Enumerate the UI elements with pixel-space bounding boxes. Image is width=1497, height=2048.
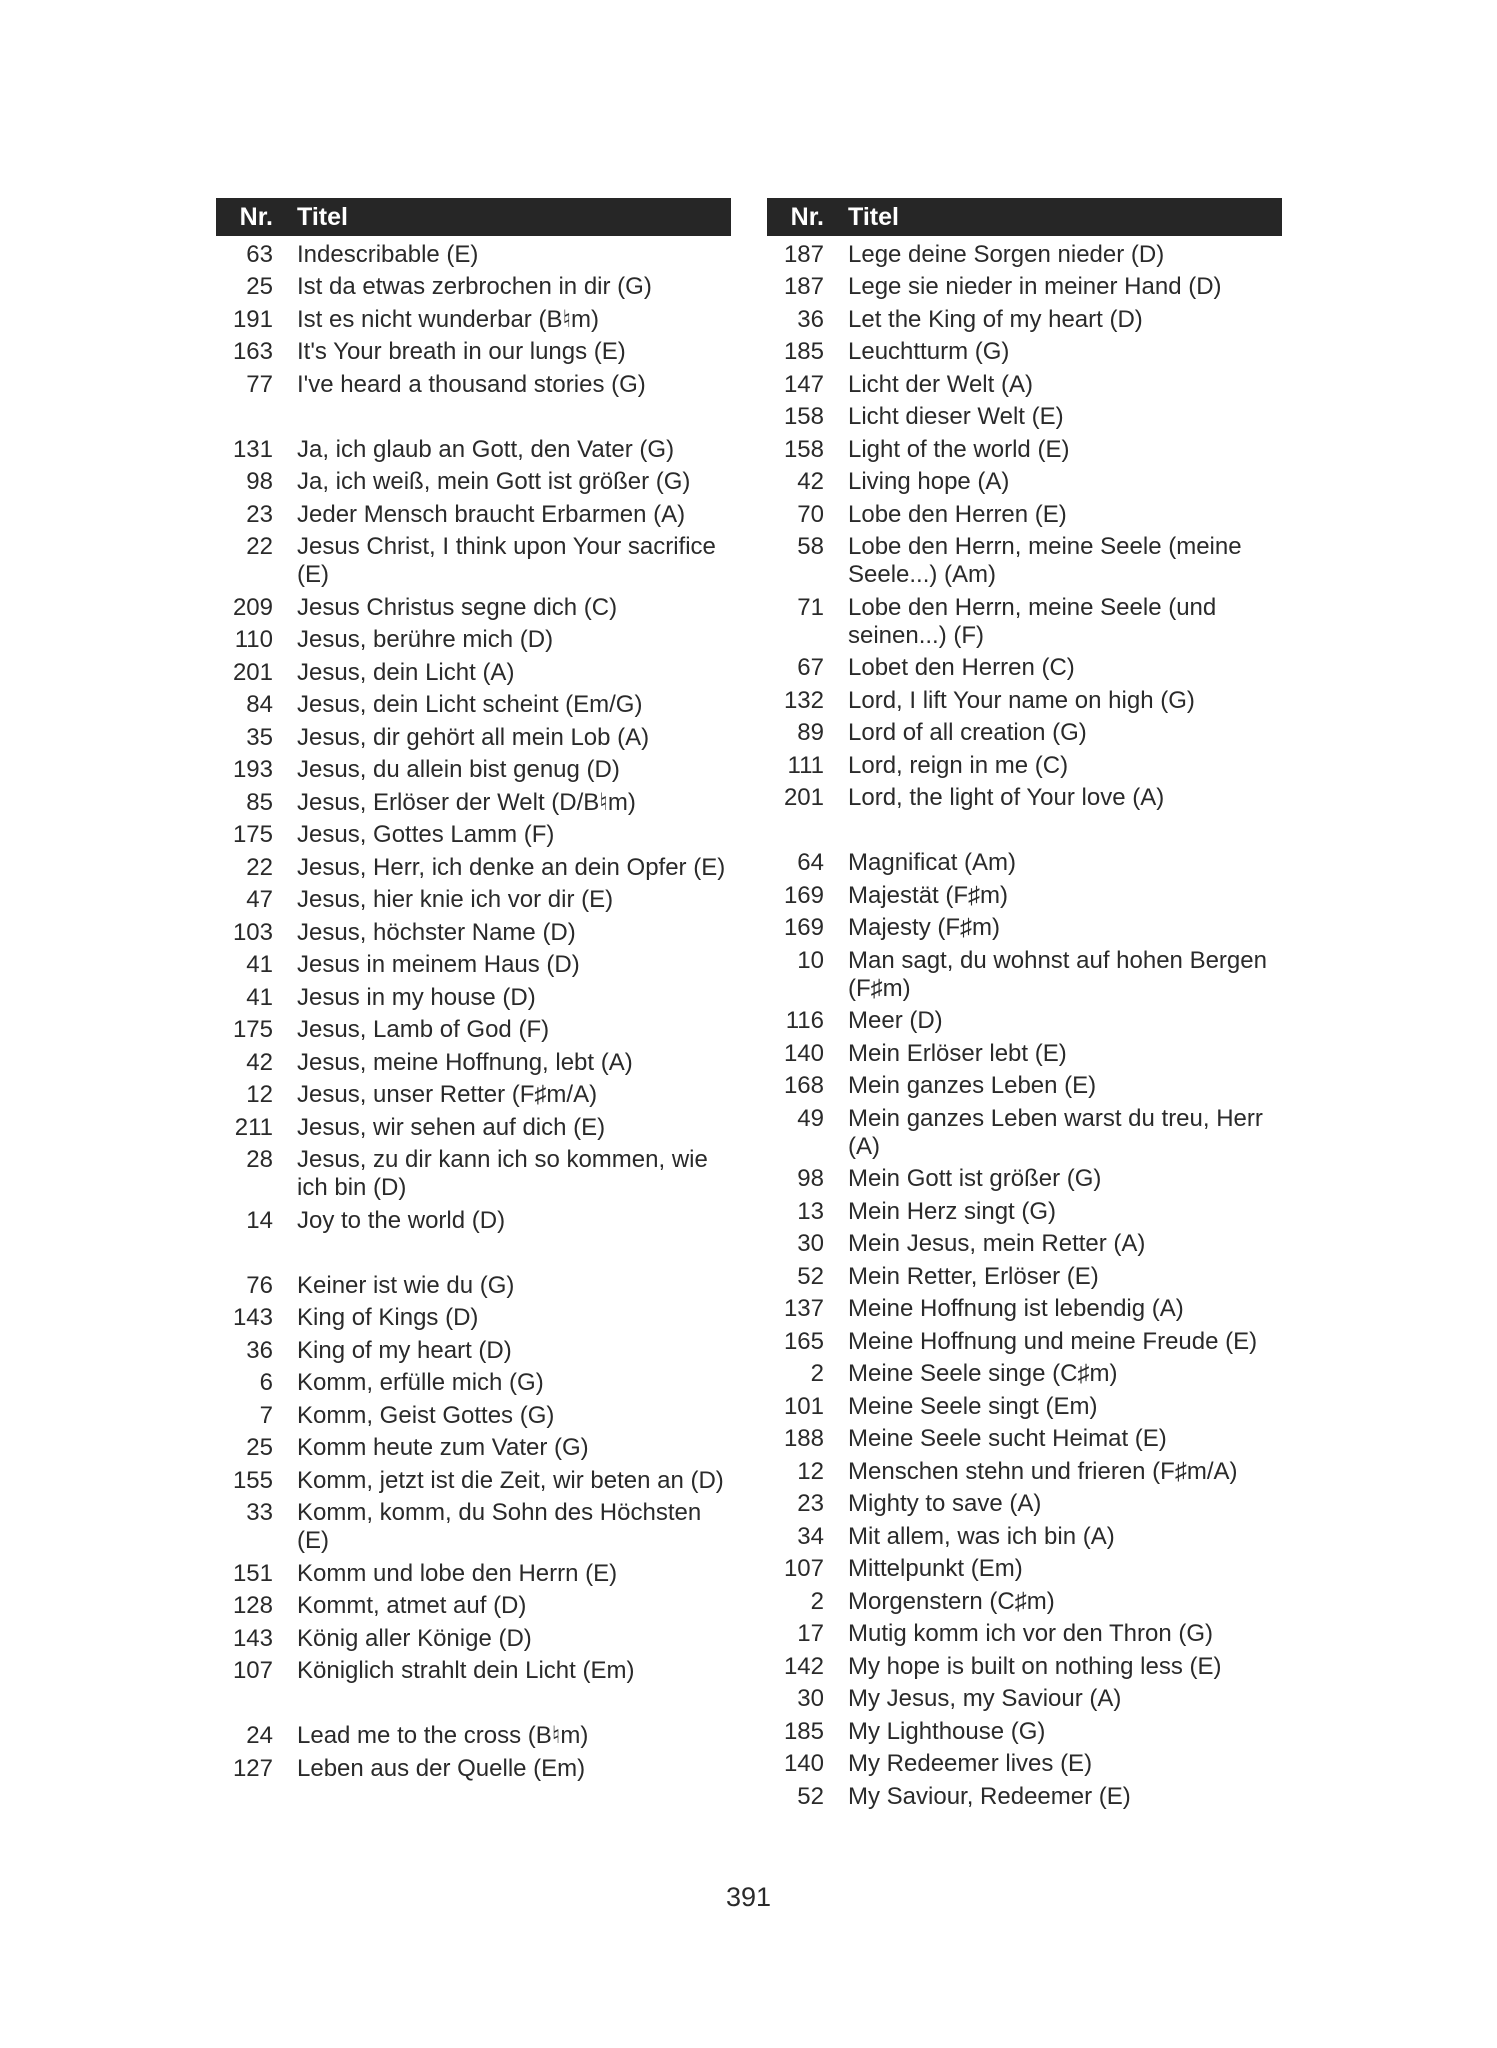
entry-title: Meine Seele singt (Em) <box>848 1392 1098 1420</box>
entry-title: Living hope (A) <box>848 468 1010 495</box>
header-nr: Nr. <box>239 202 273 231</box>
index-entry <box>767 366 1282 399</box>
entry-number: 147 <box>783 370 824 398</box>
index-entry <box>216 1495 731 1556</box>
index-entry <box>767 650 1282 683</box>
index-entry <box>767 301 1282 334</box>
entry-number: 185 <box>783 338 824 365</box>
entry-title: My hope is built on nothing less (E) <box>848 1652 1222 1680</box>
entry-title: Leuchtturm (G) <box>848 338 1010 365</box>
entry-number: 128 <box>232 1592 273 1619</box>
entry-title: Mein Retter, Erlöser (E) <box>848 1262 1099 1290</box>
index-entry <box>216 1332 731 1365</box>
entry-title: Komm, Geist Gottes (G) <box>297 1401 555 1429</box>
entry-title: It's Your breath in our lungs (E) <box>297 338 626 365</box>
index-entry <box>216 269 731 302</box>
index-entry <box>216 752 731 785</box>
entry-number: 7 <box>259 1401 273 1429</box>
index-entry <box>216 366 731 399</box>
entry-title: Lobe den Herren (E) <box>848 500 1067 528</box>
entry-title: Mighty to save (A) <box>848 1490 1042 1517</box>
entry-number: 169 <box>783 914 824 941</box>
entry-title: Jeder Mensch braucht Erbarmen (A) <box>297 500 686 528</box>
entry-title: Man sagt, du wohnst auf hohen Bergen (F♯m) <box>848 946 1267 1002</box>
entry-title: Jesus, dein Licht (A) <box>297 658 515 686</box>
entry-number: 142 <box>783 1652 824 1680</box>
entry-number: 131 <box>232 435 273 463</box>
entry-title: Jesus in meinem Haus (D) <box>297 951 580 978</box>
entry-title: Komm, komm, du Sohn des Höchsten (E) <box>297 1499 702 1554</box>
entry-title: Mein Jesus, mein Retter (A) <box>848 1230 1146 1257</box>
entry-title: Komm und lobe den Herrn (E) <box>297 1559 618 1587</box>
entry-number: 2 <box>810 1360 824 1387</box>
index-entry <box>767 942 1282 1003</box>
entry-number: 36 <box>246 1336 273 1364</box>
entry-number: 22 <box>246 853 273 881</box>
entry-number: 63 <box>246 240 273 268</box>
entry-number: 13 <box>797 1197 824 1225</box>
entry-title: Jesus, du allein bist genug (D) <box>297 756 620 783</box>
index-entry <box>767 529 1282 590</box>
index-entry <box>216 1012 731 1045</box>
entry-title: Lord, I lift Your name on high (G) <box>848 686 1195 714</box>
index-entry <box>767 1681 1282 1714</box>
entry-title: Komm heute zum Vater (G) <box>297 1434 589 1461</box>
entry-number: 107 <box>783 1555 824 1582</box>
entry-title: Meine Hoffnung und meine Freude (E) <box>848 1327 1258 1355</box>
header-title: Titel <box>848 202 899 231</box>
entry-title: Majestät (F♯m) <box>848 881 1009 909</box>
entry-title: Jesus, wir sehen auf dich (E) <box>297 1113 606 1141</box>
entry-number: 22 <box>246 533 273 560</box>
entry-title: Jesus, Herr, ich denke an dein Opfer (E) <box>297 853 726 881</box>
index-entry <box>767 1226 1282 1259</box>
entry-title: Morgenstern (C♯m) <box>848 1587 1055 1615</box>
entry-title: Königlich strahlt dein Licht (Em) <box>297 1657 635 1684</box>
index-entry <box>216 1430 731 1463</box>
entry-number: 14 <box>246 1206 273 1234</box>
entry-number: 209 <box>232 593 273 621</box>
index-entry <box>767 1616 1282 1649</box>
index-entry <box>216 1365 731 1398</box>
entry-title: Lobe den Herrn, meine Seele (und seinen...) (F) <box>848 593 1217 649</box>
entry-title: Magnificat (Am) <box>848 849 1017 876</box>
entry-number: 187 <box>783 273 824 300</box>
entry-number: 23 <box>246 500 273 528</box>
entry-number: 12 <box>246 1081 273 1108</box>
index-entry <box>216 817 731 850</box>
entry-number: 165 <box>783 1327 824 1355</box>
entry-number: 107 <box>232 1657 273 1684</box>
entry-number: 67 <box>797 654 824 681</box>
index-entry <box>767 236 1282 269</box>
index-entry <box>767 715 1282 748</box>
index-entry <box>767 1453 1282 1486</box>
entry-title: Lobet den Herren (C) <box>848 654 1075 681</box>
entry-number: 193 <box>232 756 273 783</box>
entry-number: 64 <box>797 849 824 876</box>
entry-title: Jesus Christus segne dich (C) <box>297 593 618 621</box>
index-entry <box>767 1100 1282 1161</box>
entry-title: Lege deine Sorgen nieder (D) <box>848 240 1165 268</box>
entry-title: Jesus, unser Retter (F♯m/A) <box>297 1081 598 1108</box>
index-entry <box>216 496 731 529</box>
index-entry <box>767 1258 1282 1291</box>
index-entry <box>216 849 731 882</box>
entry-number: 17 <box>797 1620 824 1647</box>
entry-number: 58 <box>797 533 824 560</box>
index-entry <box>216 1109 731 1142</box>
entry-number: 175 <box>232 821 273 848</box>
entry-number: 30 <box>797 1230 824 1257</box>
index-entry <box>767 1068 1282 1101</box>
entry-title: Licht der Welt (A) <box>848 370 1033 398</box>
entry-list-left <box>216 236 731 1783</box>
entry-title: My Redeemer lives (E) <box>848 1750 1093 1777</box>
entry-number: 84 <box>246 691 273 718</box>
index-entry <box>767 747 1282 780</box>
entry-title: Ist es nicht wunderbar (B♮m) <box>297 305 600 333</box>
index-entry <box>216 1397 731 1430</box>
index-entry <box>216 1077 731 1110</box>
entry-title: Ja, ich weiß, mein Gott ist größer (G) <box>297 468 691 495</box>
entry-number: 10 <box>797 946 824 974</box>
entry-number: 36 <box>797 305 824 333</box>
index-entry <box>767 589 1282 650</box>
entry-number: 132 <box>783 686 824 714</box>
entry-title: I've heard a thousand stories (G) <box>297 370 646 398</box>
column-header <box>216 198 731 236</box>
entry-title: Komm, jetzt ist die Zeit, wir beten an (D) <box>297 1466 724 1494</box>
entry-title: Ja, ich glaub an Gott, den Vater (G) <box>297 435 675 463</box>
index-entry <box>767 1003 1282 1036</box>
entry-number: 168 <box>783 1072 824 1099</box>
index-entry <box>216 979 731 1012</box>
index-entry <box>216 1202 731 1235</box>
entry-number: 76 <box>246 1271 273 1299</box>
header-nr: Nr. <box>790 202 824 231</box>
index-entry <box>216 1555 731 1588</box>
index-entry <box>216 687 731 720</box>
entry-title: König aller Könige (D) <box>297 1624 532 1652</box>
index-entry <box>767 1583 1282 1616</box>
index-entry <box>767 1356 1282 1389</box>
entry-number: 52 <box>797 1782 824 1810</box>
entry-title: Lord of all creation (G) <box>848 719 1087 746</box>
entry-number: 143 <box>232 1624 273 1652</box>
entry-title: My Jesus, my Saviour (A) <box>848 1685 1122 1712</box>
index-entry <box>216 1653 731 1686</box>
entry-title: Mein Gott ist größer (G) <box>848 1165 1102 1192</box>
entry-title: Jesus, Gottes Lamm (F) <box>297 821 555 848</box>
entry-title: Keiner ist wie du (G) <box>297 1271 515 1299</box>
index-entry <box>767 1648 1282 1681</box>
entry-number: 140 <box>783 1750 824 1777</box>
entry-title: Jesus in my house (D) <box>297 983 536 1011</box>
entry-title: Mein ganzes Leben warst du treu, Herr (A) <box>848 1104 1263 1160</box>
index-entry <box>216 784 731 817</box>
entry-title: Menschen stehn und frieren (F♯m/A) <box>848 1457 1238 1485</box>
index-entry <box>767 269 1282 302</box>
entry-title: Mit allem, was ich bin (A) <box>848 1522 1115 1550</box>
entry-title: Meine Seele sucht Heimat (E) <box>848 1425 1167 1452</box>
index-entry <box>216 334 731 367</box>
entry-number: 158 <box>783 403 824 430</box>
entry-title: Meine Hoffnung ist lebendig (A) <box>848 1295 1184 1322</box>
entry-number: 71 <box>797 593 824 621</box>
entry-title: Jesus, berühre mich (D) <box>297 626 554 653</box>
entry-title: Mein ganzes Leben (E) <box>848 1072 1097 1099</box>
entry-number: 47 <box>246 886 273 913</box>
index-entry <box>767 1035 1282 1068</box>
entry-title: Komm, erfülle mich (G) <box>297 1369 544 1396</box>
entry-number: 2 <box>810 1587 824 1615</box>
entry-number: 34 <box>797 1522 824 1550</box>
entry-title: My Lighthouse (G) <box>848 1717 1046 1745</box>
index-entry <box>216 719 731 752</box>
entry-title: Lead me to the cross (B♮m) <box>297 1722 589 1749</box>
entry-number: 52 <box>797 1262 824 1290</box>
entry-number: 12 <box>797 1457 824 1485</box>
index-entry <box>216 1620 731 1653</box>
entry-title: Jesus Christ, I think upon Your sacrifice (E) <box>297 533 716 588</box>
entry-number: 42 <box>246 1048 273 1076</box>
index-entry <box>216 1044 731 1077</box>
index-entry <box>767 1551 1282 1584</box>
entry-title: My Saviour, Redeemer (E) <box>848 1782 1131 1810</box>
entry-number: 103 <box>232 918 273 946</box>
index-entry <box>216 1462 731 1495</box>
entry-number: 23 <box>797 1490 824 1517</box>
entry-number: 42 <box>797 468 824 495</box>
entry-title: Jesus, Lamb of God (F) <box>297 1016 550 1043</box>
entry-number: 143 <box>232 1304 273 1331</box>
index-entry <box>216 589 731 622</box>
entry-title: Leben aus der Quelle (Em) <box>297 1754 586 1782</box>
entry-title: Jesus, Erlöser der Welt (D/B♮m) <box>297 788 636 816</box>
entry-number: 24 <box>246 1722 273 1749</box>
index-column-right <box>767 198 1282 1811</box>
entry-number: 137 <box>783 1295 824 1322</box>
entry-number: 187 <box>783 240 824 268</box>
entry-number: 211 <box>234 1113 273 1141</box>
entry-title: Jesus, dir gehört all mein Lob (A) <box>297 723 650 751</box>
index-entry <box>216 947 731 980</box>
entry-title: Jesus, hier knie ich vor dir (E) <box>297 886 614 913</box>
index-entry <box>767 682 1282 715</box>
entry-number: 201 <box>232 658 273 686</box>
entry-number: 33 <box>246 1499 273 1526</box>
entry-title: Lobe den Herrn, meine Seele (meine Seele...) (Am) <box>848 533 1242 588</box>
entry-number: 127 <box>232 1754 273 1782</box>
entry-title: Ist da etwas zerbrochen in dir (G) <box>297 273 652 300</box>
index-entry <box>767 1193 1282 1226</box>
entry-number: 116 <box>785 1007 824 1034</box>
entry-title: Jesus, höchster Name (D) <box>297 918 576 946</box>
index-entry <box>767 1388 1282 1421</box>
entry-number: 35 <box>246 723 273 751</box>
index-entry <box>216 1300 731 1333</box>
index-entry <box>767 1746 1282 1779</box>
index-entry <box>216 1718 731 1751</box>
entry-title: Jesus, dein Licht scheint (Em/G) <box>297 691 643 718</box>
index-entry <box>767 1291 1282 1324</box>
entry-number: 30 <box>797 1685 824 1712</box>
index-entry <box>767 1161 1282 1194</box>
entry-number: 201 <box>783 784 824 811</box>
entry-number: 140 <box>783 1039 824 1067</box>
entry-number: 188 <box>783 1425 824 1452</box>
entry-title: Jesus, meine Hoffnung, lebt (A) <box>297 1048 633 1076</box>
entry-number: 163 <box>232 338 273 365</box>
entry-number: 25 <box>246 273 273 300</box>
index-entry <box>767 431 1282 464</box>
entry-title: Joy to the world (D) <box>297 1206 506 1234</box>
index-entry <box>767 1713 1282 1746</box>
column-header <box>767 198 1282 236</box>
entry-title: Mutig komm ich vor den Thron (G) <box>848 1620 1214 1647</box>
index-entry <box>767 910 1282 943</box>
entry-title: King of Kings (D) <box>297 1304 479 1331</box>
entry-title: Meine Seele singe (C♯m) <box>848 1360 1118 1387</box>
entry-number: 6 <box>259 1369 273 1396</box>
entry-number: 101 <box>783 1392 824 1420</box>
entry-number: 151 <box>232 1559 273 1587</box>
entry-number: 49 <box>797 1104 824 1132</box>
index-entry <box>767 1518 1282 1551</box>
entry-number: 89 <box>797 719 824 746</box>
entry-list-right <box>767 236 1282 1811</box>
entry-number: 41 <box>246 983 273 1011</box>
index-entry <box>216 914 731 947</box>
entry-number: 28 <box>246 1146 273 1173</box>
entry-number: 191 <box>232 305 273 333</box>
entry-number: 111 <box>787 751 824 779</box>
entry-title: Kommt, atmet auf (D) <box>297 1592 527 1619</box>
entry-title: Majesty (F♯m) <box>848 914 1000 941</box>
entry-number: 110 <box>234 626 273 653</box>
entry-number: 70 <box>797 500 824 528</box>
entry-title: Lege sie nieder in meiner Hand (D) <box>848 273 1222 300</box>
entry-title: Mittelpunkt (Em) <box>848 1555 1023 1582</box>
index-entry <box>767 399 1282 432</box>
entry-number: 98 <box>246 468 273 495</box>
index-entry <box>216 529 731 590</box>
entry-number: 41 <box>246 951 273 978</box>
entry-number: 169 <box>783 881 824 909</box>
entry-title: King of my heart (D) <box>297 1336 512 1364</box>
index-entry <box>216 1750 731 1783</box>
entry-number: 85 <box>246 788 273 816</box>
entry-title: Licht dieser Welt (E) <box>848 403 1064 430</box>
index-entry <box>216 1142 731 1203</box>
index-entry <box>767 1323 1282 1356</box>
entry-number: 158 <box>783 435 824 463</box>
entry-title: Light of the world (E) <box>848 435 1070 463</box>
index-entry <box>767 1421 1282 1454</box>
index-entry <box>767 1778 1282 1811</box>
entry-title: Let the King of my heart (D) <box>848 305 1143 333</box>
index-entry <box>216 1267 731 1300</box>
entry-number: 185 <box>783 1717 824 1745</box>
entry-title: Indescribable (E) <box>297 240 479 268</box>
entry-title: Mein Herz singt (G) <box>848 1197 1057 1225</box>
index-entry <box>216 464 731 497</box>
entry-title: Lord, reign in me (C) <box>848 751 1069 779</box>
index-entry <box>216 654 731 687</box>
index-entry <box>767 464 1282 497</box>
entry-number: 77 <box>246 370 273 398</box>
index-entry <box>767 496 1282 529</box>
entry-title: Meer (D) <box>848 1007 943 1034</box>
index-entry <box>767 877 1282 910</box>
index-column-left <box>216 198 731 1783</box>
entry-number: 175 <box>232 1016 273 1043</box>
index-entry <box>216 882 731 915</box>
entry-title: Jesus, zu dir kann ich so kommen, wie ich bin (D) <box>297 1146 708 1201</box>
entry-title: Lord, the light of Your love (A) <box>848 784 1165 811</box>
index-entry <box>767 780 1282 813</box>
index-entry <box>767 1486 1282 1519</box>
page-number: 391 <box>725 1882 772 1912</box>
index-entry <box>216 236 731 269</box>
index-entry <box>216 301 731 334</box>
index-entry <box>216 622 731 655</box>
entry-title: Mein Erlöser lebt (E) <box>848 1039 1067 1067</box>
header-title: Titel <box>297 202 348 231</box>
entry-number: 155 <box>232 1466 273 1494</box>
entry-number: 98 <box>797 1165 824 1192</box>
index-entry <box>216 1588 731 1621</box>
entry-number: 25 <box>246 1434 273 1461</box>
index-entry <box>216 431 731 464</box>
index-entry <box>767 845 1282 878</box>
index-entry <box>767 334 1282 367</box>
